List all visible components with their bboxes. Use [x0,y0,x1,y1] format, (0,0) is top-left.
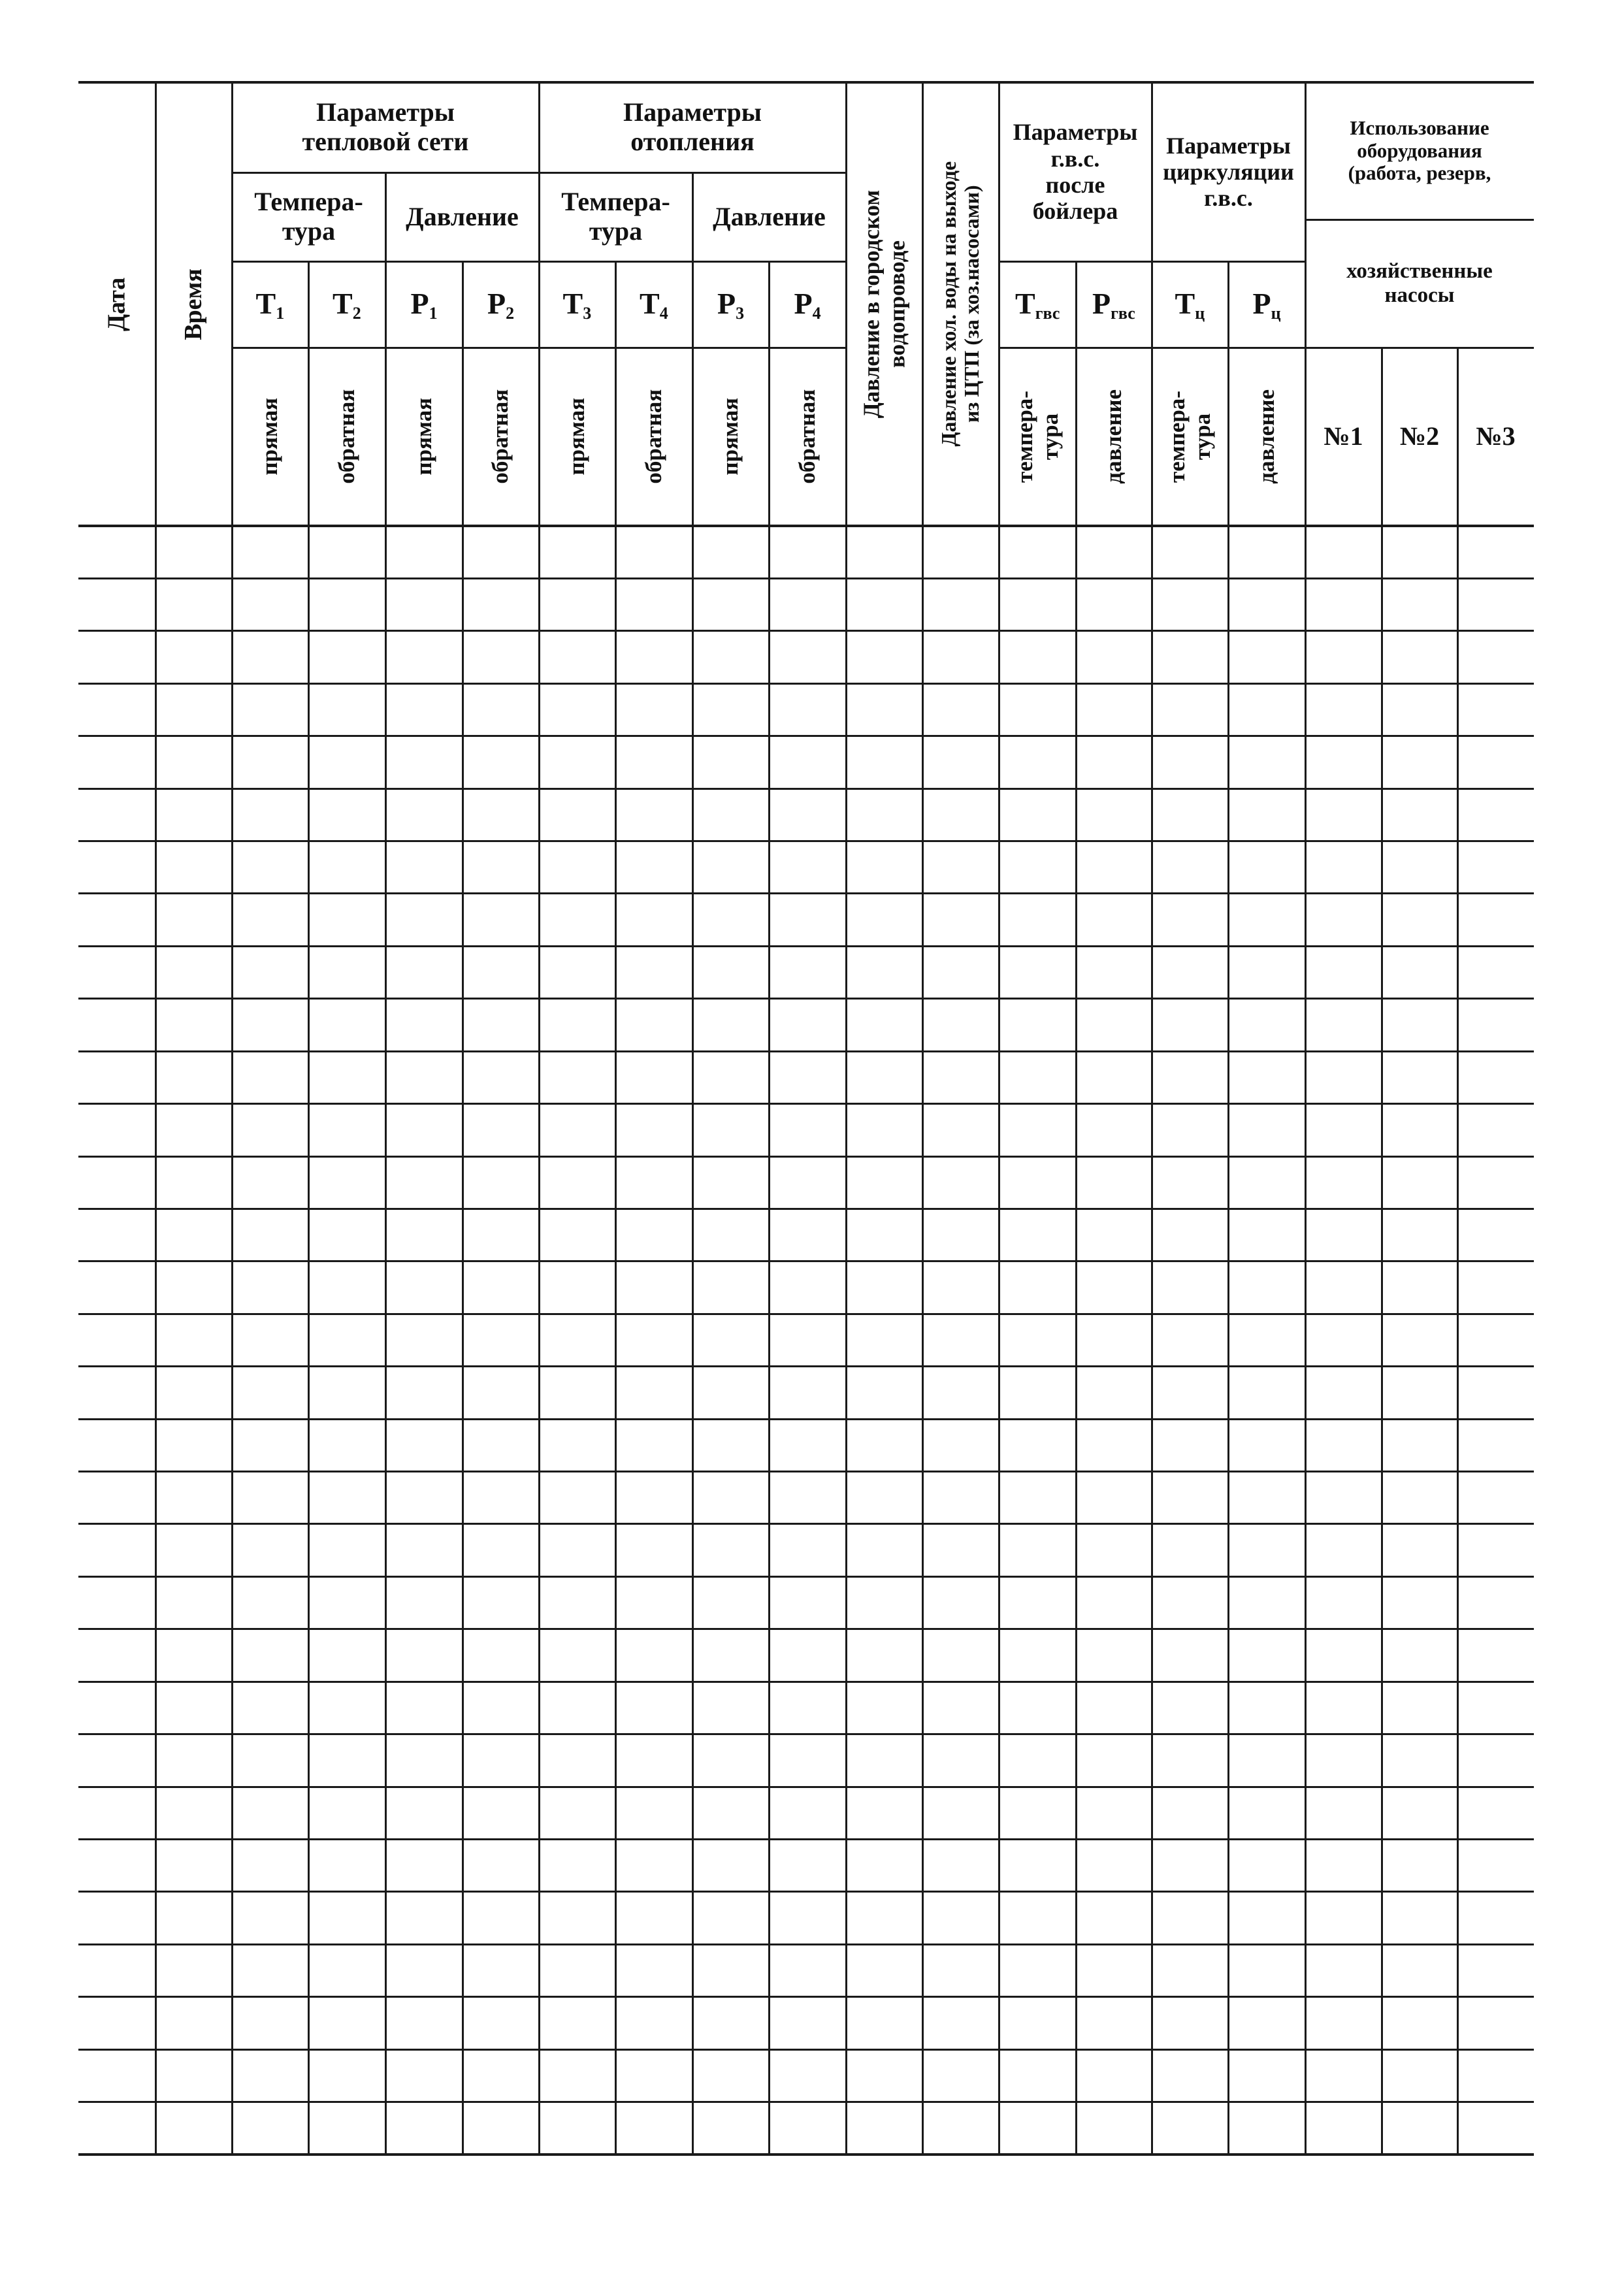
table-row-line [78,630,1534,632]
table-row-line [78,1365,1534,1367]
hot-water-label [1076,348,1152,526]
hot-water-label-text [1101,389,1127,484]
table-column-line [768,261,770,2155]
heating-symbol-sub: 4 [659,303,668,323]
heating-label [615,348,692,526]
equipment-title-line: Использование [1350,116,1489,139]
table-top-border [78,81,1534,84]
table-column-line [692,172,694,2155]
table-column-line [462,261,464,2155]
table-column-line [1227,261,1229,2155]
header-date-line: Дата [103,277,131,331]
table-row-line [78,1050,1534,1052]
header-date-text [103,277,131,331]
header-time [155,82,232,526]
table-row-line [78,1208,1534,1210]
hot-water-symbol-base: P [1092,286,1111,320]
table-row-line [78,683,1534,685]
header-cold-water-pressure-text [937,161,983,447]
heat-network-symbol [333,286,361,323]
heating-symbol-base: P [794,286,813,320]
heating-label [769,348,846,526]
heating-label [539,348,615,526]
pump-number-header [1457,348,1534,526]
table-column-line [1305,82,1307,2155]
hot-water-symbol-sub: гвс [1035,303,1060,323]
header-city-pressure-line: водопроводе [883,240,909,368]
table-column-line [231,82,233,2155]
hot-water-symbol-base: T [1015,286,1035,320]
table-row-line [78,577,1534,579]
circulation-title-line: циркуляции [1163,158,1294,185]
circulation-label-line: давление [1253,389,1279,484]
table-column-line [1381,348,1383,2155]
heat-network-label-text [334,389,360,484]
heat-network-temperature [232,172,385,261]
hot-water-title-line: г.в.с. [1050,145,1100,172]
equipment-pumps-title-line: хозяйственные [1346,259,1493,284]
table-row-line [78,1628,1534,1630]
hot-water-label-line: тура [1037,413,1063,461]
heating-pressure-line: Давление [713,201,826,231]
table-column-line [385,172,387,2155]
header-cold-water-pressure-line: из ЦТП (за хоз.насосами) [960,185,984,423]
heat-network-symbol-base: P [487,286,506,320]
equipment-pumps-title [1305,220,1534,348]
table-row-line [78,2049,1534,2051]
heating-temperature-line: Темпера- [561,187,670,217]
heating-title-line: Параметры [623,97,762,127]
hot-water-symbol [1092,286,1135,323]
heating-symbol-base: T [562,286,583,320]
header-bottom-border [78,525,1534,527]
heat-network-label-line: прямая [257,398,283,476]
circulation-symbol-base: T [1175,286,1195,320]
table-column-line [1151,82,1153,2155]
header-city-pressure [846,82,922,526]
circulation-symbol-sub: ц [1195,303,1205,323]
heating-symbol [717,286,744,323]
table-row-line [78,1156,1534,1158]
heating-title [539,82,846,172]
heating-label-text [795,389,820,484]
table-row-line [78,2153,1534,2156]
circulation-title-line: Параметры [1166,132,1291,159]
table-column-line [998,82,1000,2155]
heat-network-symbol-sub: 1 [276,303,285,323]
heat-network-symbol-base: T [333,286,353,320]
circulation-symbol [1175,286,1205,323]
heating-label [692,348,769,526]
heating-symbol-sub: 3 [736,303,745,323]
circulation-label-text [1165,391,1215,483]
heat-network-symbol-sub: 2 [506,303,515,323]
equipment-title-line: (работа, резерв, [1348,161,1491,185]
header-time-text [180,268,208,340]
heat-network-label-text [412,398,437,476]
header-city-pressure-line: Давление в городском [858,189,884,419]
table-row-line [78,1418,1534,1420]
table-row-line [78,1733,1534,1735]
heating-label-line: обратная [640,389,666,484]
header-time-line: Время [179,268,207,340]
heating-label-text [718,398,743,476]
hot-water-title-line: бойлера [1032,198,1118,225]
hot-water-symbol [1015,286,1060,323]
table-row-line [78,892,1534,894]
heat-network-symbol [256,286,285,323]
table-row-line [78,945,1534,947]
table-column-line [538,82,540,2155]
circulation-symbol-sub: ц [1271,303,1281,323]
table-row-line [78,1576,1534,1578]
heat-network-label-line: обратная [333,389,359,484]
hot-water-label-line: темпера- [1011,391,1037,483]
table-column-line [308,261,310,2155]
heat-network-symbol-base: T [255,286,276,320]
heating-label-line: прямая [564,398,590,476]
table-row-line [78,998,1534,1000]
table-row-line [78,788,1534,790]
heat-network-symbol-sub: 2 [352,303,361,323]
heat-network-label-line: прямая [410,398,436,476]
heating-symbol [563,286,592,323]
heat-network-symbol [487,286,514,323]
heating-title-line: отопления [630,127,755,156]
header-date [78,82,155,526]
heat-network-label [385,348,463,526]
heat-network-pressure-line: Давление [406,201,519,231]
table-row-line [78,1313,1534,1315]
table-column-line [1075,261,1077,2155]
equipment-pumps-title-line: насосы [1384,284,1455,307]
heat-network-title [232,82,539,172]
table-row-line [78,1260,1534,1262]
circulation-title-line: г.в.с. [1204,185,1253,212]
table-row-line [78,2101,1534,2103]
table-row-line [78,1681,1534,1683]
header-line [1305,219,1534,221]
hot-water-label-line: давление [1100,389,1126,484]
equipment-title-line: оборудования [1357,138,1482,162]
heating-label-text [564,398,590,476]
circulation-label [1152,348,1228,526]
header-cold-water-pressure [922,82,999,526]
table-row-line [78,1103,1534,1105]
table-row-line [78,1891,1534,1893]
table-column-line [155,82,157,2155]
heating-label-line: обратная [794,389,820,484]
pump-number-header [1305,348,1382,526]
hot-water-label-text [1013,391,1063,483]
hot-water-title [999,82,1152,261]
hot-water-title-line: Параметры [1013,119,1138,146]
table-row-line [78,1786,1534,1788]
heat-network-title-line: тепловой сети [302,127,469,156]
heat-network-symbol [411,286,438,323]
heat-network-label-line: обратная [487,389,513,484]
hot-water-symbol-sub: гвс [1111,303,1135,323]
hot-water-label [999,348,1076,526]
header-city-pressure-text [859,190,909,419]
table-row-line [78,1523,1534,1525]
heating-temperature [539,172,692,261]
heat-network-title-line: Параметры [316,97,455,127]
table-column-line [845,82,847,2155]
table-column-line [922,82,924,2155]
heating-label-text [641,389,667,484]
heat-network-symbol-sub: 1 [429,303,438,323]
table-row-line [78,1838,1534,1840]
heat-network-symbol-base: P [410,286,429,320]
heating-symbol-sub: 3 [583,303,592,323]
circulation-label-line: темпера- [1164,391,1190,483]
circulation-label-text [1254,389,1280,484]
pump-number-header [1382,348,1457,526]
heating-pressure [692,172,846,261]
pump-number-header-line: №1 [1324,421,1363,451]
heat-network-label [463,348,539,526]
hot-water-title-line: после [1045,172,1105,198]
heat-network-label [232,348,308,526]
heat-network-label-text [488,389,513,484]
table-column-line [1457,348,1459,2155]
heating-symbol-sub: 4 [812,303,821,323]
heating-symbol-base: T [640,286,660,320]
heat-network-temperature-line: тура [282,216,336,246]
circulation-title [1152,82,1305,261]
heat-network-pressure [385,172,539,261]
equipment-title [1305,82,1534,220]
pump-number-header-line: №3 [1476,421,1516,451]
header-cold-water-pressure-line: Давление хол. воды на выходе [937,161,961,447]
table-row-line [78,840,1534,842]
table-row-line [78,1996,1534,1998]
heating-symbol [794,286,821,323]
heating-label-line: прямая [717,398,743,476]
heating-symbol [640,286,668,323]
heat-network-label [308,348,385,526]
heat-network-label-text [257,398,283,476]
table-row-line [78,1471,1534,1472]
table-row-line [78,735,1534,737]
circulation-label [1228,348,1305,526]
pump-number-header-line: №2 [1399,421,1440,451]
table-column-line [615,261,617,2155]
heating-symbol-base: P [717,286,736,320]
header-line [1305,347,1534,349]
circulation-label-line: тура [1189,413,1215,461]
circulation-symbol-base: P [1252,286,1271,320]
circulation-symbol [1253,286,1281,323]
heat-network-temperature-line: Темпера- [254,187,363,217]
table-row-line [78,1943,1534,1945]
heating-temperature-line: тура [589,216,643,246]
